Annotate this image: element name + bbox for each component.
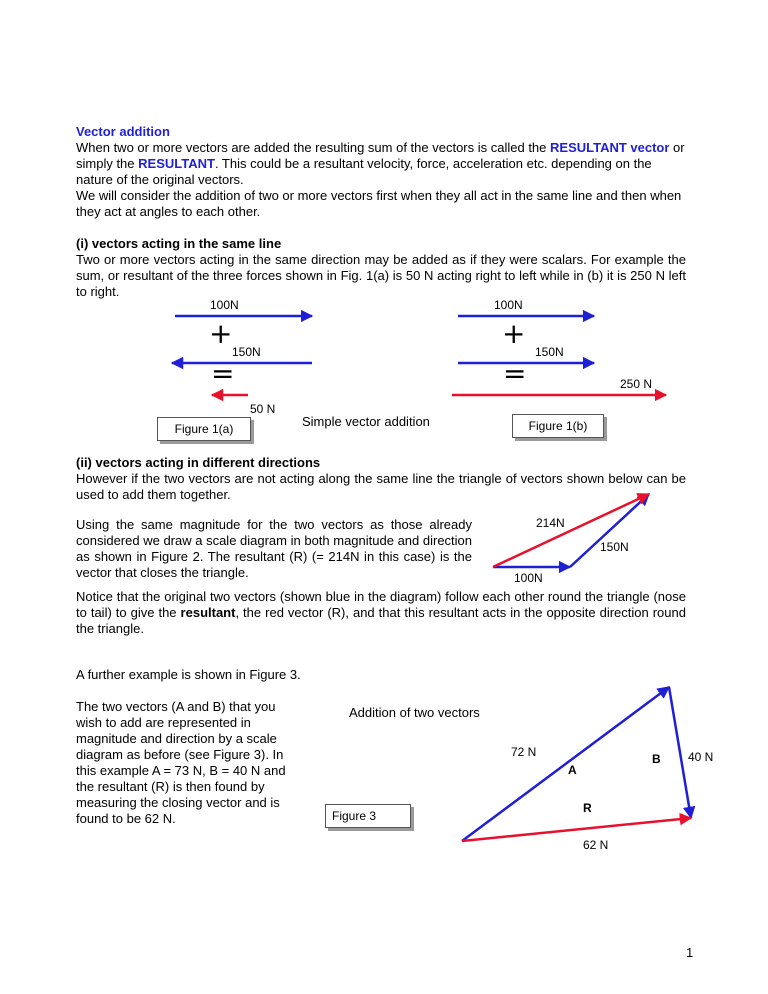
fig1b-top-label: 100N xyxy=(494,298,523,312)
intro-keyword-2: RESULTANT xyxy=(138,156,215,171)
figure-1a-caption: Figure 1(a) xyxy=(157,417,251,441)
fig1a-top-label: 100N xyxy=(210,298,239,312)
fig2-side-label: 150N xyxy=(600,540,629,554)
fig2-base-label: 100N xyxy=(514,571,543,585)
fig1a-plus: + xyxy=(209,317,233,350)
fig3-r-label: R xyxy=(583,801,592,815)
fig3-b-magnitude: 40 N xyxy=(688,750,714,764)
fig3-title: Addition of two vectors xyxy=(349,705,480,720)
notice-text-2: , the red vector (R), and that this resultant acts in the opposite direction round the triangle. xyxy=(76,605,686,636)
fig3-vector-a xyxy=(462,687,669,841)
intro-text-2: or simply the xyxy=(76,140,685,171)
fig3-description: The two vectors (A and B) that you wish to add are represented in magnitude and direction by a scale diagram as before (see Figure 3). In this example A = 73 N, B = 40 N and the resultant (R) is then found by measuring the closing vector and is found to be 62 N. xyxy=(76,699,286,826)
paragraph-2: We will consider the addition of two or more vectors first when they all act in the same line and then when they act at angles to each other. xyxy=(76,188,682,219)
intro-text-1: When two or more vectors are added the resulting sum of the vectors is called the xyxy=(76,140,551,155)
fig3-a-label: A xyxy=(568,763,577,777)
figure-1-center-caption: Simple vector addition xyxy=(302,414,430,429)
section1-title: (i) vectors acting in the same line xyxy=(76,236,282,251)
notice-text-1: Notice that the original two vectors (shown blue in the diagram) follow each other round the triangle (nose to tail) to give the xyxy=(76,589,686,620)
fig1a-result-label: 50 N xyxy=(250,402,276,416)
notice-bold: resultant xyxy=(180,605,236,620)
fig1b-result-label: 250 N xyxy=(620,377,653,391)
further-example: A further example is shown in Figure 3. xyxy=(76,667,301,682)
fig3-a-magnitude: 72 N xyxy=(511,745,537,759)
fig1b-equals: = xyxy=(503,357,527,390)
figure-3-caption: Figure 3 xyxy=(325,804,411,828)
fig1b-plus: + xyxy=(502,317,526,350)
fig1b-mid-label: 150N xyxy=(535,345,564,359)
page-number: 1 xyxy=(686,945,694,960)
fig3-resultant-r xyxy=(462,818,691,841)
fig1a-mid-label: 150N xyxy=(232,345,261,359)
section1-body: Two or more vectors acting in the same direction may be added as if they were scalars. For example the sum, or resultant of the three forces shown in Fig. 1(a) is 50 N acting right to left while in (b) it is 250 N left to right. xyxy=(76,252,686,299)
fig3-r-magnitude: 62 N xyxy=(583,838,609,852)
intro-keyword-1: RESULTANT vector xyxy=(550,140,670,155)
fig2-resultant-label: 214N xyxy=(536,516,565,530)
section2-fig2-text: Using the same magnitude for the two vectors as those already considered we draw a scale diagram in both magnitude and direction as shown in Figure 2. The resultant (R) (= 214N in this case) is the vector that closes the triangle. xyxy=(76,517,473,580)
fig1a-equals: = xyxy=(211,357,235,390)
section2-title: (ii) vectors acting in different directions xyxy=(76,455,321,470)
heading-text: Vector addition xyxy=(76,124,170,139)
intro-text-3: . This could be a resultant velocity, force, acceleration etc. depending on the nature of the original vectors. xyxy=(76,156,652,187)
section2-body: However if the two vectors are not acting along the same line the triangle of vectors shown below can be used to add them together. xyxy=(76,471,686,502)
figure-1b-caption: Figure 1(b) xyxy=(512,414,604,438)
fig3-b-label: B xyxy=(652,752,661,766)
